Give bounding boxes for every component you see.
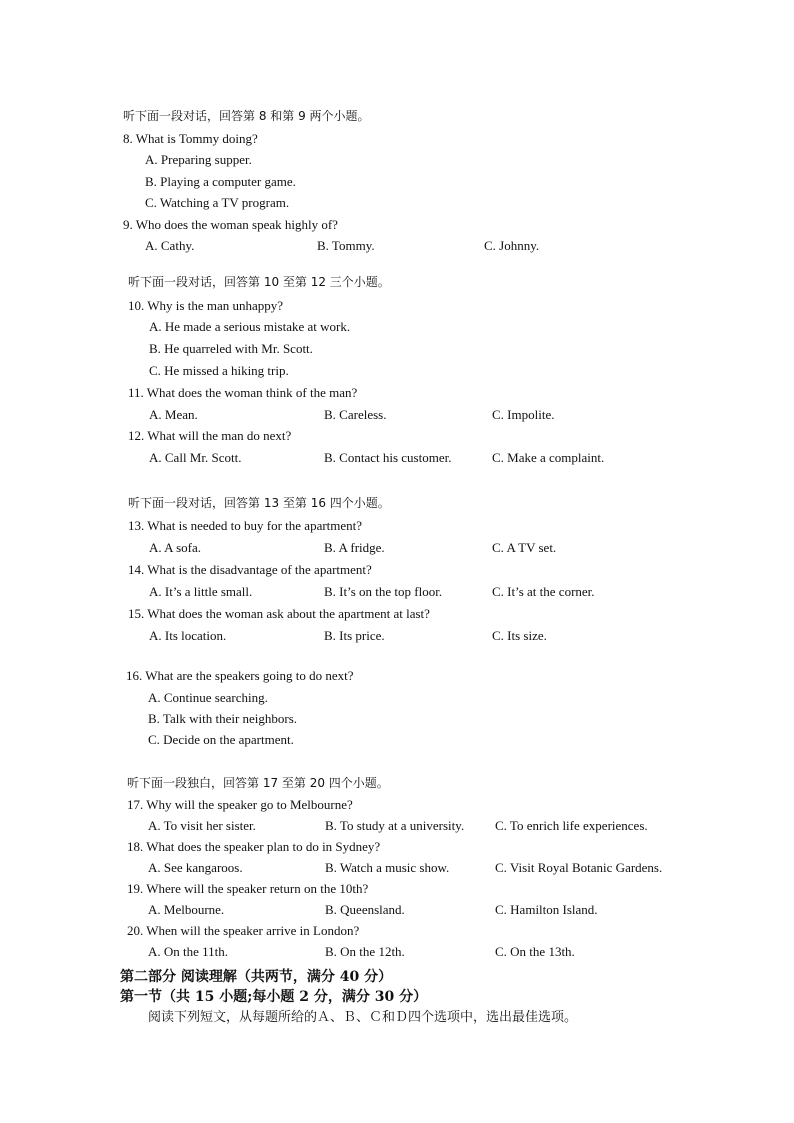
question-8: 8. What is Tommy doing? [123,131,258,146]
option-14c: C. It’s at the corner. [492,584,595,599]
question-13: 13. What is needed to buy for the apartment? [128,518,363,533]
option-8a: A. Preparing supper. [145,152,252,167]
question-17: 17. Why will the speaker go to Melbourne? [127,797,353,812]
option-9a: A. Cathy. [145,238,195,253]
question-12: 12. What will the man do next? [128,428,292,443]
option-19b: B. Queensland. [325,902,405,917]
option-19a: A. Melbourne. [148,902,225,917]
question-11: 11. What does the woman think of the man? [128,385,358,400]
option-13a: A. A sofa. [149,540,201,555]
instruction-q17-20: 听下面一段独白，回答第 17 至第 20 四个小题。 [127,776,389,790]
option-16c: C. Decide on the apartment. [148,732,294,747]
option-9b: B. Tommy. [317,238,375,253]
option-20c: C. On the 13th. [495,944,575,959]
option-11c: C. Impolite. [492,407,555,422]
option-18a: A. See kangaroos. [148,860,243,875]
option-10c: C. He missed a hiking trip. [149,363,289,378]
question-20: 20. When will the speaker arrive in London? [127,923,360,938]
instruction-q13-16: 听下面一段对话，回答第 13 至第 16 四个小题。 [128,496,390,510]
instruction-q10-12: 听下面一段对话，回答第 10 至第 12 三个小题。 [128,275,390,289]
option-14a: A. It’s a little small. [149,584,253,599]
option-15a: A. Its location. [149,628,227,643]
option-8b: B. Playing a computer game. [145,174,296,189]
option-12a: A. Call Mr. Scott. [149,450,242,465]
question-19: 19. Where will the speaker return on the 10th? [127,881,369,896]
option-14b: B. It’s on the top floor. [324,584,443,599]
option-15b: B. Its price. [324,628,385,643]
option-13c: C. A TV set. [492,540,557,555]
question-18: 18. What does the speaker plan to do in Sydney? [127,839,381,854]
option-11b: B. Careless. [324,407,387,422]
instruction-q8-9: 听下面一段对话，回答第 8 和第 9 两个小题。 [123,109,370,123]
option-17b: B. To study at a university. [325,818,465,833]
option-16b: B. Talk with their neighbors. [148,711,298,726]
question-15: 15. What does the woman ask about the apartment at last? [128,606,430,621]
option-12c: C. Make a complaint. [492,450,605,465]
option-11a: A. Mean. [149,407,198,422]
option-18c: C. Visit Royal Botanic Gardens. [495,860,663,875]
part2-title: 第二部分 阅读理解（共两节，满分 40 分） [120,969,393,985]
question-14: 14. What is the disadvantage of the apartment? [128,562,372,577]
option-18b: B. Watch a music show. [325,860,450,875]
question-9: 9. Who does the woman speak highly of? [123,217,338,232]
option-19c: C. Hamilton Island. [495,902,598,917]
option-13b: B. A fridge. [324,540,385,555]
option-9c: C. Johnny. [484,238,540,253]
question-10: 10. Why is the man unhappy? [128,298,284,313]
option-10b: B. He quarreled with Mr. Scott. [149,341,313,356]
option-17c: C. To enrich life experiences. [495,818,648,833]
reading-instruction: 阅读下列短文，从每题所给的Ａ、Ｂ、Ｃ和Ｄ四个选项中，选出最佳选项。 [148,1010,578,1025]
option-20b: B. On the 12th. [325,944,405,959]
section1-title: 第一节（共 15 小题;每小题 2 分，满分 30 分） [120,989,428,1005]
option-16a: A. Continue searching. [148,690,268,705]
question-16: 16. What are the speakers going to do next? [126,668,354,683]
option-15c: C. Its size. [492,628,547,643]
option-12b: B. Contact his customer. [324,450,452,465]
option-8c: C. Watching a TV program. [145,195,290,210]
option-20a: A. On the 11th. [148,944,229,959]
option-17a: A. To visit her sister. [148,818,256,833]
option-10a: A. He made a serious mistake at work. [149,319,351,334]
